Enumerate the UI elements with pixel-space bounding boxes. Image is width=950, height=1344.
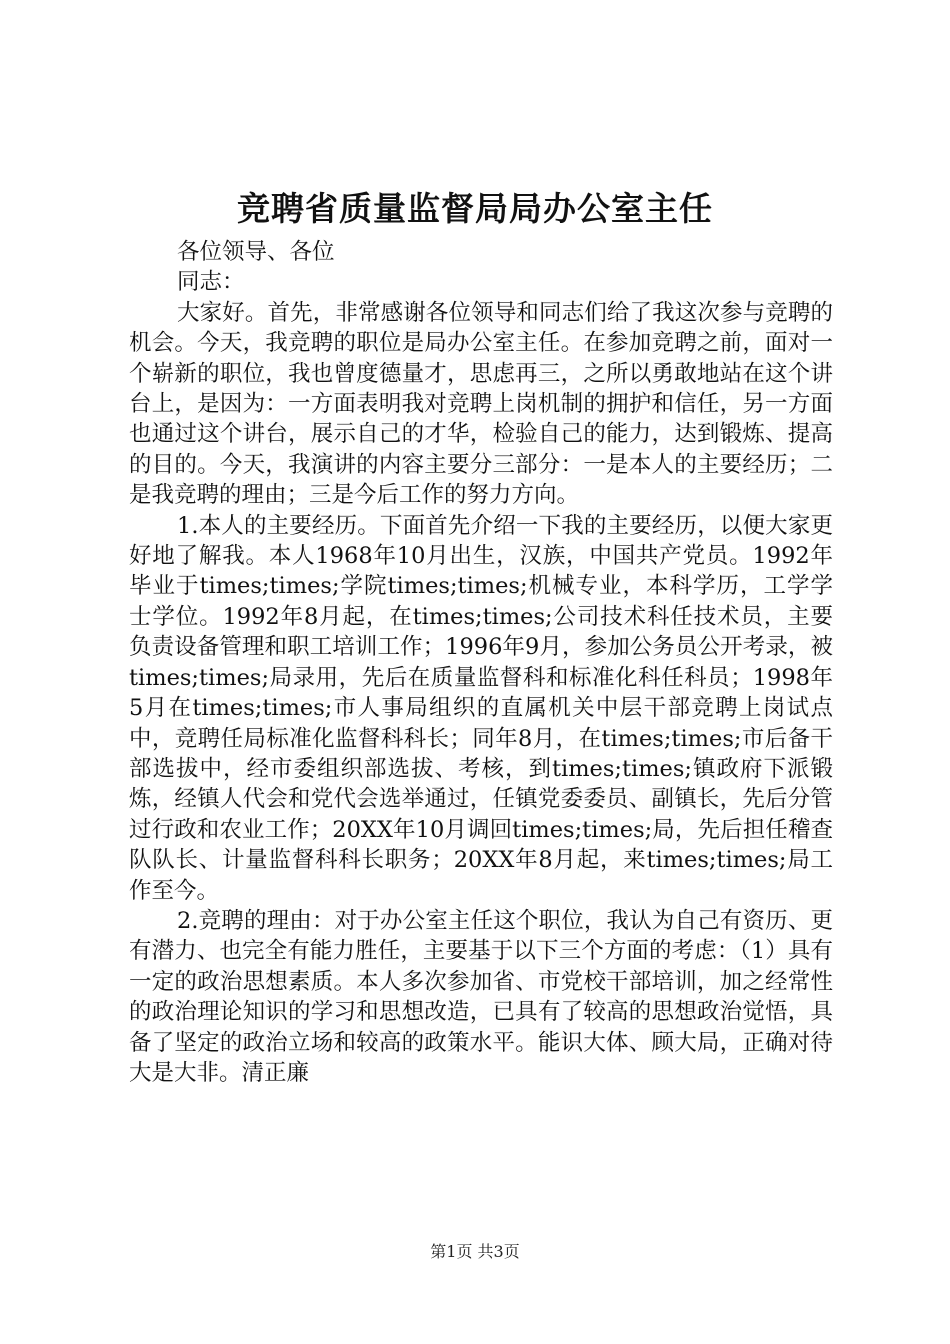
document-body	[129, 237, 833, 1088]
document-title: 竞聘省质量监督局局办公室主任	[237, 189, 713, 228]
paragraph-intro: 大家好。首先，非常感谢各位领导和同志们给了我这次参与竞聘的机会。今天，我竞聘的职位是局办公室主任。在参加竞聘之前，面对一个崭新的职位，我也曾度德量才，思虑再三，之所以勇敢地站在这个讲台上，是因为：一方面表明我对竞聘上岗机制的拥护和信任，另一方面也通过这个讲台，展示自己的才华，检验自己的能力，达到锻炼、提高的目的。今天，我演讲的内容主要分三部分：一是本人的主要经历；二是我竞聘的理由；三是今后工作的努力方向。	[129, 299, 833, 509]
salutation-line-1: 各位领导、各位	[177, 239, 335, 265]
salutation-line-2: 同志：	[177, 269, 245, 296]
paragraph-experience: 1.本人的主要经历。下面首先介绍一下我的主要经历，以便大家更好地了解我。本人1968年10月出生，汉族，中国共产党员。1992年毕业于times;times;学院times;times;机械专业，本科学历，工学学士学位。1992年8月起，在times;times;公司技术科任技术员，主要负责设备管理和职工培训工作；1996年9月，参加公务员公开考录，被times;times;局录用，先后在质量监督科和标准化科任科员；1998年5月在times;times;市人事局组织的直属机关中层干部竞聘上岗试点中，竞聘任局标准化监督科科长；同年8月，在times;times;市后备干部选拔中，经市委组织部选拔、考核，到times;times;镇政府下派锻炼，经镇人代会和党代会选举通过，任镇党委委员、副镇长，先后分管过行政和农业工作；20XX年10月调回times;times;局，先后担任稽查队队长、计量监督科科长职务；20XX年8月起，来times;times;局工作至今。	[129, 512, 833, 904]
paragraph-reasons: 2.竞聘的理由：对于办公室主任这个职位，我认为自己有资历、更有潜力、也完全有能力胜任，主要基于以下三个方面的考虑：（1）具有一定的政治思想素质。本人多次参加省、市党校干部培训，加之经常性的政治理论知识的学习和思想改造，已具有了较高的思想政治觉悟，具备了坚定的政治立场和较高的政策水平。能识大体、顾大局，正确对待大是大非。清正廉	[129, 907, 833, 1086]
page-footer: 第1页 共3页	[430, 1242, 520, 1261]
